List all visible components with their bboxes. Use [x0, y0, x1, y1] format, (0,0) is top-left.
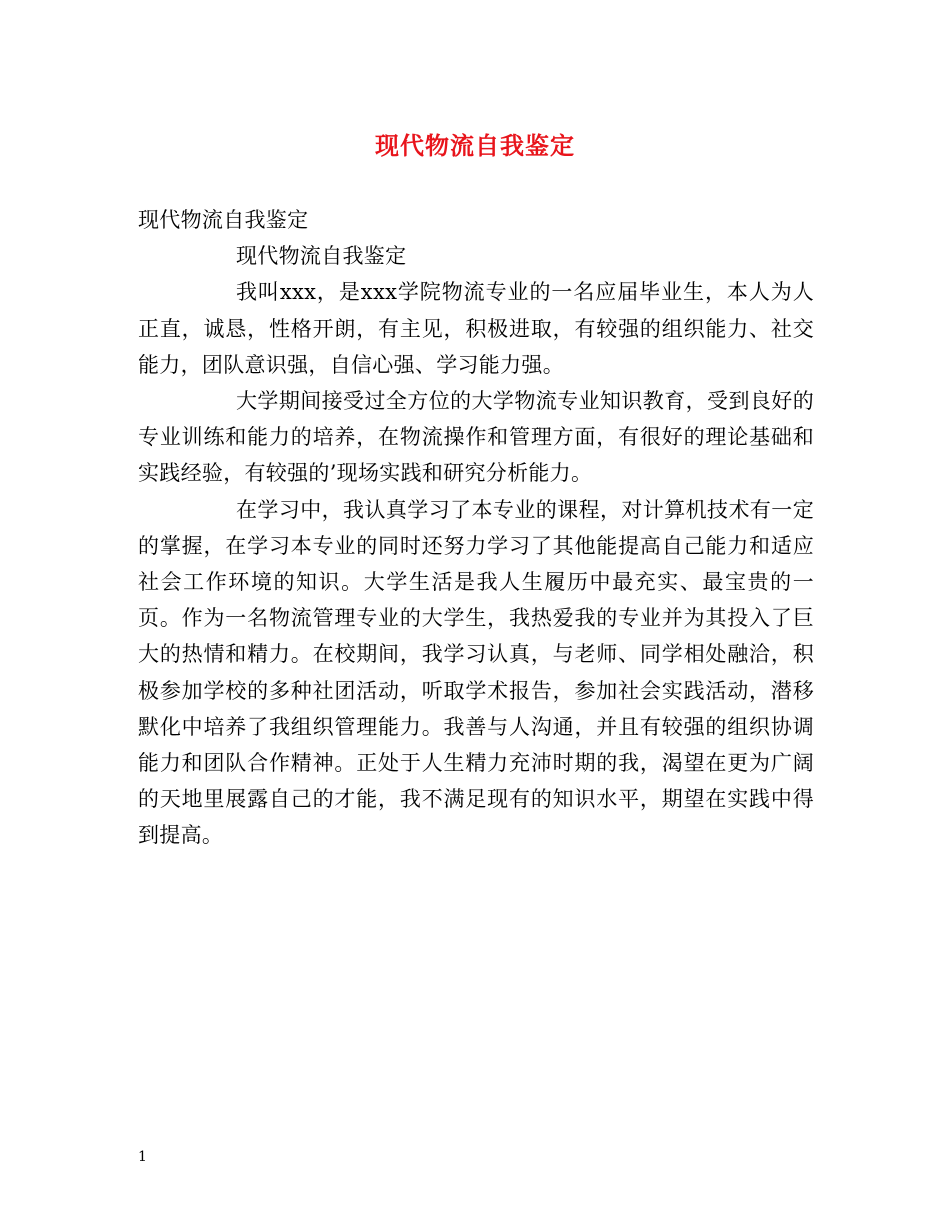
document-body: [138, 202, 814, 854]
document-title: 现代物流自我鉴定: [375, 131, 575, 160]
paragraph-introduction: 我叫xxx，是xxx学院物流专业的一名应届毕业生，本人为人正直，诚恳，性格开朗，有主见，积极进取，有较强的组织能力、社交能力，团队意识强，自信心强、学习能力强。: [138, 280, 814, 377]
body-heading: 现代物流自我鉴定: [138, 208, 309, 232]
paragraph-study: 在学习中，我认真学习了本专业的课程，对计算机技术有一定的掌握，在学习本专业的同时还努力学习了其他能提高自己能力和适应社会工作环境的知识。大学生活是我人生履历中最充实、最宝贵的一页。作为一名物流管理专业的大学生，我热爱我的专业并为其投入了巨大的热情和精力。在校期间，我学习认真，与老师、同学相处融洽，积极参加学校的多种社团活动，听取学术报告，参加社会实践活动，潜移默化中培养了我组织管理能力。我善与人沟通，并且有较强的组织协调能力和团队合作精神。正处于人生精力充沛时期的我，渴望在更为广阔的天地里展露自己的才能，我不满足现有的知识水平，期望在实践中得到提高。: [138, 497, 814, 848]
paragraph-education: 大学期间接受过全方位的大学物流专业知识教育，受到良好的专业训练和能力的培养，在物流操作和管理方面，有很好的理论基础和实践经验，有较强的’现场实践和研究分析能力。: [138, 389, 814, 486]
body-subheading: 现代物流自我鉴定: [236, 244, 407, 269]
page-number: 1: [138, 1149, 147, 1165]
